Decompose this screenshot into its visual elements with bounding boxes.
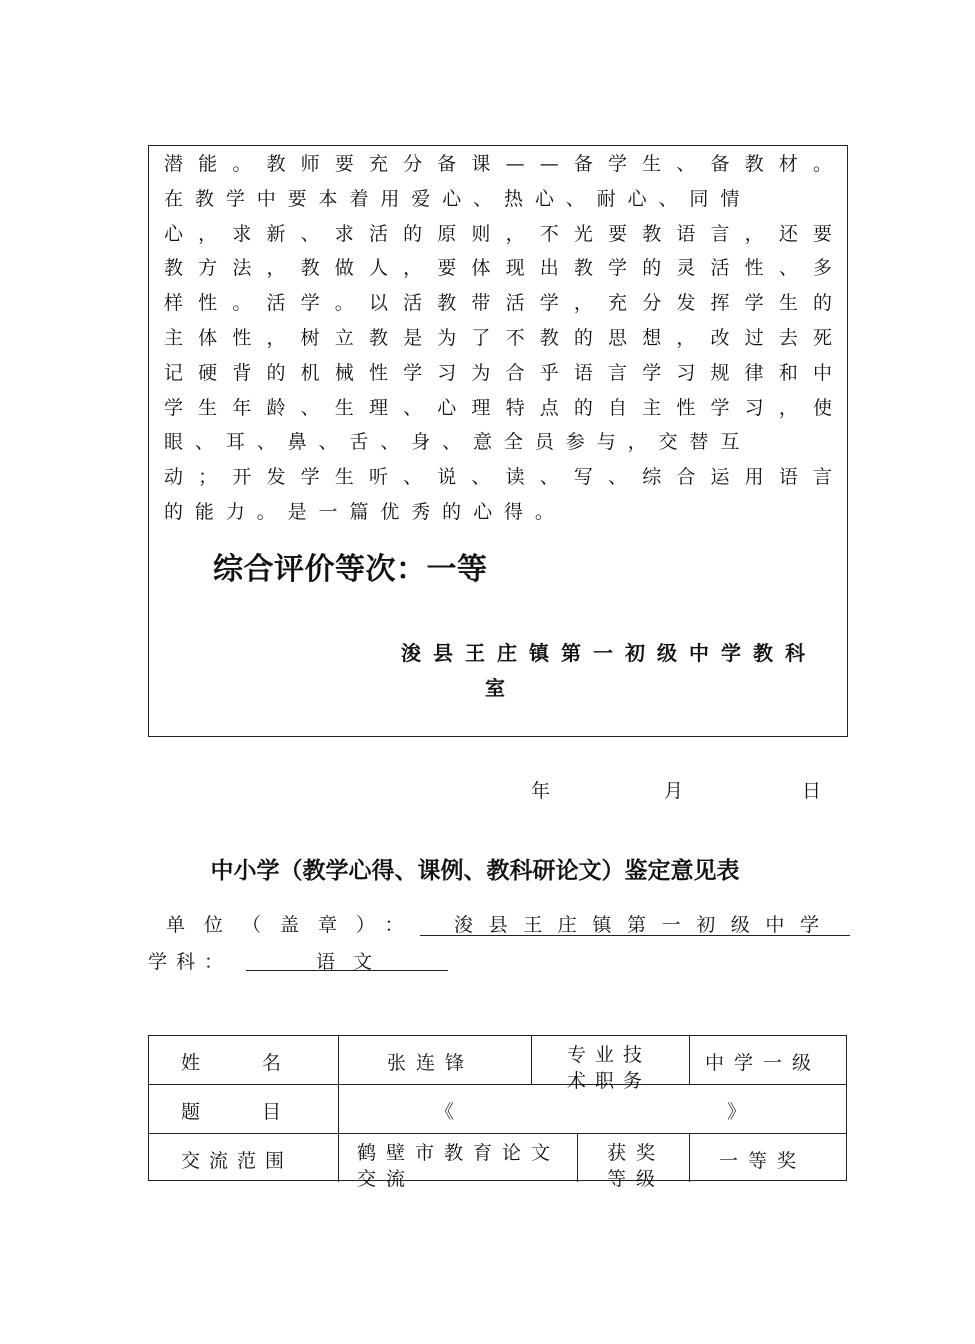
comment-char: 理 (471, 396, 491, 419)
comment-char: 言 (812, 466, 832, 489)
comment-char: 分 (642, 292, 662, 315)
comment-char: 使 (812, 396, 832, 419)
unit-row (166, 908, 850, 936)
comment-char: 习 (437, 361, 457, 384)
comment-char: 学 (225, 187, 245, 210)
comment-char: 为 (437, 327, 457, 349)
comment-char: 语 (573, 361, 593, 384)
comment-char: 性 (198, 292, 218, 315)
comment-char: ， (744, 222, 764, 245)
scope-label: 交流范围 (181, 1150, 294, 1172)
comment-char: 合 (505, 361, 525, 384)
comment-char: 理 (368, 396, 388, 419)
comment-char: 说 (437, 466, 457, 489)
comment-char: 在 (164, 187, 184, 210)
comment-char: 的 (403, 222, 423, 245)
comment-char: 教 (539, 327, 559, 349)
comment-char: 材 (778, 153, 798, 175)
comment-char: 习 (676, 361, 696, 384)
comment-char: 课 (471, 153, 491, 175)
comment-char: 生 (778, 292, 798, 315)
comment-char: 硬 (198, 361, 218, 384)
comment-char: 学 (608, 153, 628, 175)
comment-char: 本 (318, 187, 338, 210)
comment-char: 学 (300, 292, 320, 315)
comment-char: 充 (608, 292, 628, 315)
comment-char: 耳 (225, 431, 245, 454)
office-signature (401, 636, 831, 706)
comment-char: 言 (608, 361, 628, 384)
comment-line (164, 291, 832, 315)
comment-char: 乎 (539, 361, 559, 384)
comment-char: 不 (539, 222, 559, 245)
comment-char: 生 (642, 153, 662, 175)
name-value: 张连锋 (387, 1052, 475, 1074)
comment-char: 学 (744, 292, 764, 315)
comment-char: 参 (565, 431, 585, 454)
comment-char: 优 (380, 501, 400, 523)
comment-char: 生 (334, 466, 354, 489)
comment-char: 。 (334, 292, 354, 315)
comment-line (164, 187, 832, 211)
comment-char: 性 (676, 396, 696, 419)
comment-char: 人 (368, 257, 388, 280)
comment-char: 学 (300, 466, 320, 489)
comment-char: 树 (300, 327, 320, 349)
comment-char: 还 (778, 222, 798, 245)
comment-char: 的 (573, 327, 593, 349)
unit-label: 单位（盖章）： (166, 914, 423, 936)
comment-char: 语 (778, 466, 798, 489)
comment-char: 心 (473, 501, 493, 523)
comment-line (164, 430, 832, 454)
comment-char: 充 (368, 153, 388, 175)
comment-char: 发 (266, 466, 286, 489)
comment-char: 。 (812, 153, 832, 175)
comment-char: 现 (505, 257, 525, 280)
comment-char: 的 (812, 292, 832, 315)
comment-char: 写 (573, 466, 593, 489)
comment-char: 机 (300, 361, 320, 384)
comment-char: 主 (642, 396, 662, 419)
comment-char: 眼 (164, 431, 184, 454)
comment-char: ， (198, 222, 218, 245)
comment-char: 、 (403, 396, 423, 419)
comment-char: 、 (539, 466, 559, 489)
comment-char: 舌 (349, 431, 369, 454)
comment-char: 心 (437, 396, 457, 419)
comment-char: 体 (198, 327, 218, 349)
comment-char: 特 (505, 396, 525, 419)
comment-char: 多 (812, 257, 832, 280)
comment-char: 。 (534, 501, 554, 523)
comment-char: 动 (164, 466, 184, 489)
comment-char: 做 (334, 257, 354, 280)
comment-char: 的 (573, 396, 593, 419)
comment-char: 的 (642, 257, 662, 280)
comment-char: 要 (334, 153, 354, 175)
comment-char: 教 (300, 257, 320, 280)
comment-char: 心 (442, 187, 462, 210)
comment-char: 听 (368, 466, 388, 489)
comment-char: 样 (164, 292, 184, 315)
comment-char: 性 (368, 361, 388, 384)
comment-char: 生 (198, 396, 218, 419)
comment-char: 习 (744, 396, 764, 419)
comment-char: 爱 (411, 187, 431, 210)
comment-char: 以 (368, 292, 388, 315)
comment-char: 替 (689, 431, 709, 454)
comment-char: 教 (368, 327, 388, 349)
comment-char: 体 (471, 257, 491, 280)
comment-char: 员 (534, 431, 554, 454)
comment-char: 教 (194, 187, 214, 210)
comment-char: 要 (812, 222, 832, 245)
comment-char: 教 (164, 257, 184, 280)
comment-char: 为 (471, 361, 491, 384)
comment-char: 的 (164, 501, 184, 523)
comment-char: 用 (380, 187, 400, 210)
comment-char: 、 (676, 153, 696, 175)
comment-char: 学 (710, 396, 730, 419)
comment-char: 思 (608, 327, 628, 349)
comment-char: 要 (437, 257, 457, 280)
comment-char: 合 (676, 466, 696, 489)
comment-char: 中 (256, 187, 276, 210)
comment-char: 、 (473, 187, 493, 210)
comment-char: 要 (608, 222, 628, 245)
comment-char: 学 (403, 361, 423, 384)
comment-char: 主 (164, 327, 184, 349)
comment-char: 篇 (349, 501, 369, 523)
comment-char: 用 (744, 466, 764, 489)
comment-char: 灵 (676, 257, 696, 280)
comment-char: 备 (710, 153, 730, 175)
comment-char: 、 (778, 257, 798, 280)
award-label: 获奖等级 (607, 1142, 666, 1190)
comment-char: 要 (287, 187, 307, 210)
comment-char: 械 (334, 361, 354, 384)
comment-char: 。 (232, 153, 252, 175)
comment-line (164, 361, 832, 385)
comment-char: ， (778, 396, 798, 419)
comment-char: 与 (596, 431, 616, 454)
topic-open-bracket: 《 (435, 1101, 455, 1123)
comment-char: 是 (403, 327, 423, 349)
comment-char: 、 (318, 431, 338, 454)
comment-char: 互 (720, 431, 740, 454)
comment-char: 改 (710, 327, 730, 349)
comment-char: 综 (642, 466, 662, 489)
comment-char: 教 (642, 222, 662, 245)
comment-char: 、 (608, 466, 628, 489)
comment-line (164, 465, 832, 489)
comment-char: 意 (473, 431, 493, 454)
comment-char: 、 (442, 431, 462, 454)
comment-char: 原 (437, 222, 457, 245)
comment-char: 和 (778, 361, 798, 384)
comment-char: — (539, 153, 559, 175)
comment-char: 不 (505, 327, 525, 349)
comment-char: 、 (256, 431, 276, 454)
comment-char: 身 (411, 431, 431, 454)
date-month: 月 (664, 780, 684, 802)
comment-char: 、 (300, 396, 320, 419)
comment-char: 是 (287, 501, 307, 523)
comment-char: ， (266, 327, 286, 349)
comment-char: 学 (539, 292, 559, 315)
comment-char: 开 (232, 466, 252, 489)
comment-char: 全 (503, 431, 523, 454)
date-year: 年 (531, 780, 551, 802)
subject-label: 学科： (148, 951, 233, 973)
comment-char: 活 (403, 292, 423, 315)
comment-char: 的 (266, 361, 286, 384)
comment-char: 龄 (266, 396, 286, 419)
comment-char: 教 (266, 153, 286, 175)
comment-char: 备 (437, 153, 457, 175)
comment-char: 求 (232, 222, 252, 245)
comment-char: 挥 (710, 292, 730, 315)
office-line-1: 浚县王庄镇第一初级中学教科 (401, 641, 817, 665)
comment-char: 言 (710, 222, 730, 245)
comment-char: 学 (642, 361, 662, 384)
comment-line (164, 396, 832, 420)
comment-char: 同 (689, 187, 709, 210)
comment-char: ， (676, 327, 696, 349)
comment-char: 过 (744, 327, 764, 349)
comment-char: 活 (266, 292, 286, 315)
comment-char: ， (266, 257, 286, 280)
comment-char: 活 (710, 257, 730, 280)
comment-char: 耐 (596, 187, 616, 210)
comment-char: — (505, 153, 525, 175)
comment-char: ； (198, 466, 218, 489)
comment-char: 方 (198, 257, 218, 280)
comment-char: 。 (232, 292, 252, 315)
comment-char: 心 (534, 187, 554, 210)
comment-char: 规 (710, 361, 730, 384)
comment-char: 出 (539, 257, 559, 280)
unit-value: 浚县王庄镇第一初级中学 (420, 910, 850, 936)
comment-char: 教 (437, 292, 457, 315)
comment-char: 分 (403, 153, 423, 175)
subject-value: 语文 (246, 947, 448, 971)
comment-char: ， (403, 257, 423, 280)
comment-line (164, 500, 832, 524)
comment-char: 交 (658, 431, 678, 454)
comment-char: 运 (710, 466, 730, 489)
comment-char: 备 (573, 153, 593, 175)
comment-char: 发 (676, 292, 696, 315)
comment-char: 秀 (411, 501, 431, 523)
name-label: 姓 名 (181, 1052, 290, 1074)
comment-char: 自 (608, 396, 628, 419)
comment-char: 教 (573, 257, 593, 280)
comment-char: 求 (334, 222, 354, 245)
comment-char: 性 (744, 257, 764, 280)
comment-char: 年 (232, 396, 252, 419)
comment-char: 得 (503, 501, 523, 523)
comment-char: 一 (318, 501, 338, 523)
comment-char: 鼻 (287, 431, 307, 454)
info-table (148, 1035, 847, 1190)
comment-char: 学 (164, 396, 184, 419)
comment-char: 性 (232, 327, 252, 349)
office-line-2: 室 (485, 676, 517, 700)
comment-char: 了 (471, 327, 491, 349)
comment-char: 的 (442, 501, 462, 523)
comment-char: 新 (266, 222, 286, 245)
comment-char: 热 (503, 187, 523, 210)
comment-char: 潜 (164, 153, 184, 175)
comment-char: 、 (380, 431, 400, 454)
comment-char: 立 (334, 327, 354, 349)
comment-char: 光 (573, 222, 593, 245)
comment-char: ， (627, 431, 647, 454)
comment-char: 语 (676, 222, 696, 245)
comment-char: 情 (720, 187, 740, 210)
comment-char: 学 (608, 257, 628, 280)
comment-char: 生 (334, 396, 354, 419)
comment-char: 师 (300, 153, 320, 175)
comment-char: 、 (194, 431, 214, 454)
title-value: 中学一级 (705, 1052, 822, 1074)
topic-label: 题 目 (181, 1101, 290, 1123)
title-label: 专业技术职务 (567, 1044, 652, 1092)
comment-line (164, 152, 832, 176)
comment-char: 则 (471, 222, 491, 245)
comment-char: 律 (744, 361, 764, 384)
comment-char: 活 (505, 292, 525, 315)
comment-char: 点 (539, 396, 559, 419)
comment-char: 心 (627, 187, 647, 210)
award-value: 一等奖 (719, 1150, 807, 1172)
comment-line (164, 256, 832, 280)
comment-char: 去 (778, 327, 798, 349)
comment-char: 想 (642, 327, 662, 349)
comment-char: ， (573, 292, 593, 315)
comment-box (148, 145, 848, 737)
comment-char: 、 (565, 187, 585, 210)
comment-char: 带 (471, 292, 491, 315)
comment-line (164, 326, 832, 350)
topic-close-bracket: 》 (727, 1101, 747, 1123)
comment-char: 读 (505, 466, 525, 489)
comment-char: 法 (232, 257, 252, 280)
scope-value: 鹤壁市教育论文交流 (357, 1142, 561, 1190)
comment-char: 、 (300, 222, 320, 245)
form-title: 中小学（教学心得、课例、教科研论文）鉴定意见表 (210, 858, 740, 884)
comment-char: 记 (164, 361, 184, 384)
comment-char: 教 (744, 153, 764, 175)
comment-char: 。 (256, 501, 276, 523)
comment-line (164, 222, 832, 246)
comment-char: 背 (232, 361, 252, 384)
comment-char: ， (505, 222, 525, 245)
comment-char: 、 (471, 466, 491, 489)
comment-char: 能 (194, 501, 214, 523)
overall-grade: 综合评价等次：一等 (213, 552, 488, 587)
comment-char: 心 (164, 222, 184, 245)
comment-char: 中 (812, 361, 832, 384)
comment-char: 着 (349, 187, 369, 210)
comment-char: 死 (812, 327, 832, 349)
comment-char: 、 (658, 187, 678, 210)
comment-char: 、 (403, 466, 423, 489)
comment-char: 能 (198, 153, 218, 175)
comment-char: 力 (225, 501, 245, 523)
date-day: 日 (802, 780, 822, 802)
comment-char: 活 (368, 222, 388, 245)
